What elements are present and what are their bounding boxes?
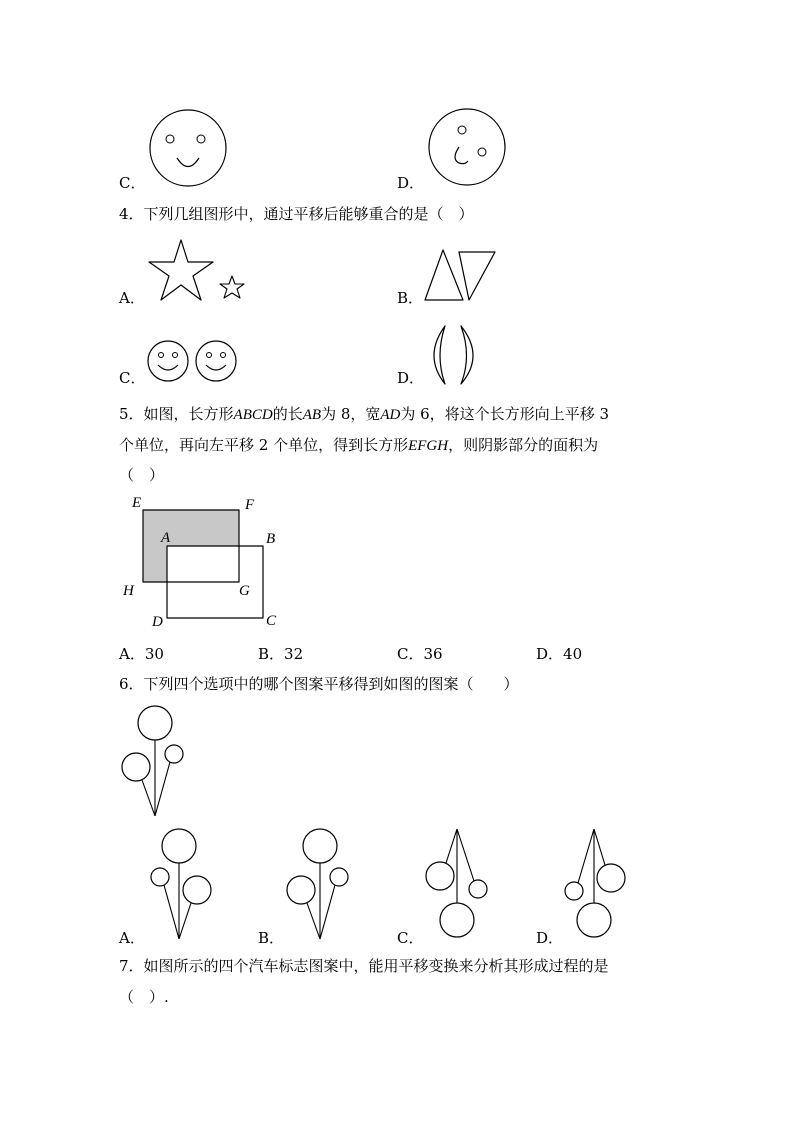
q5-label-b: B	[266, 531, 276, 547]
q3-option-d-label: D．	[397, 174, 425, 192]
q6-option-c-figure	[424, 827, 490, 941]
q5-text-part: 个单位，再向左平移 2 个单位，得到长方形	[119, 436, 409, 454]
q5-text-part: ，则阴影部分的面积为	[448, 436, 599, 454]
q3-option-c-label: C．	[119, 174, 146, 192]
q6-option-a-figure	[149, 827, 215, 941]
q5-option-c-label: C．	[397, 645, 424, 663]
q7-stem-line-1: 7．如图所示的四个汽车标志图案中，能用平移变换来分析其形成过程的是	[119, 957, 609, 975]
q6-option-d-label: D．	[536, 929, 564, 947]
q5-rect-efgh: EFGH	[408, 438, 449, 454]
q5-text-part: 的长	[272, 405, 303, 423]
q3-option-c-smiley-figure	[148, 108, 230, 190]
q5-label-d: D	[152, 614, 163, 630]
q5-label-a: A	[161, 530, 171, 546]
q5-label-e: E	[132, 495, 142, 511]
q5-option-a-label: A．	[119, 645, 145, 663]
q5-rect-abcd: ABCD	[233, 407, 273, 423]
q7-stem-line-2: （ ）.	[119, 988, 169, 1006]
q5-option-c-value: 36	[423, 645, 443, 663]
q5-text-part: 5．如图，长方形	[119, 405, 234, 423]
q5-seg-ad: AD	[380, 407, 401, 423]
q4-option-c-label: C．	[119, 369, 146, 387]
q6-option-a-label: A．	[119, 929, 145, 947]
q4-option-c-two-smileys-figure	[146, 339, 240, 385]
q5-option-b-label: B．	[258, 645, 285, 663]
q5-option-a	[119, 645, 164, 663]
q5-label-f: F	[245, 497, 255, 513]
q5-option-b-value: 32	[284, 645, 304, 663]
q5-stem-line-1	[119, 405, 609, 424]
q5-option-d-value: 40	[563, 645, 583, 663]
q5-option-b	[258, 645, 303, 663]
q4-option-d-label: D．	[397, 369, 425, 387]
q5-label-c: C	[266, 613, 277, 629]
q6-reference-pattern-figure	[120, 704, 186, 818]
q5-text-part: 为 8，宽	[321, 405, 381, 423]
q6-option-d-figure	[561, 827, 627, 941]
q6-option-b-figure	[285, 827, 351, 941]
q6-option-c-label: C．	[397, 929, 424, 947]
q6-stem: 6．下列四个选项中的哪个图案平移得到如图的图案（ ）	[119, 675, 519, 693]
q4-stem: 4．下列几组图形中，通过平移后能够重合的是（ ）	[119, 205, 474, 223]
q5-seg-ab: AB	[302, 407, 322, 423]
q4-option-a-label: A．	[119, 289, 145, 307]
q5-option-a-value: 30	[144, 645, 164, 663]
q5-text-part: 为 6，将这个长方形向上平移 3	[400, 405, 609, 423]
q3-option-d-face-figure	[427, 107, 509, 189]
q5-label-h: H	[123, 583, 134, 599]
q6-option-b-label: B．	[258, 929, 285, 947]
q4-option-d-crescents-figure	[423, 324, 485, 388]
q5-stem-line-2	[119, 436, 598, 455]
q5-rectangles-figure	[142, 509, 266, 621]
q4-option-a-stars-figure	[146, 238, 250, 304]
q5-option-d-label: D．	[536, 645, 564, 663]
q4-option-b-triangles-figure	[423, 248, 499, 304]
q4-option-b-label: B．	[397, 289, 424, 307]
q5-option-c	[397, 645, 443, 663]
q5-label-g: G	[239, 583, 250, 599]
q5-overlap-region	[167, 546, 239, 582]
q5-stem-line-3: （ ）	[119, 466, 165, 484]
q5-option-d	[536, 645, 582, 663]
